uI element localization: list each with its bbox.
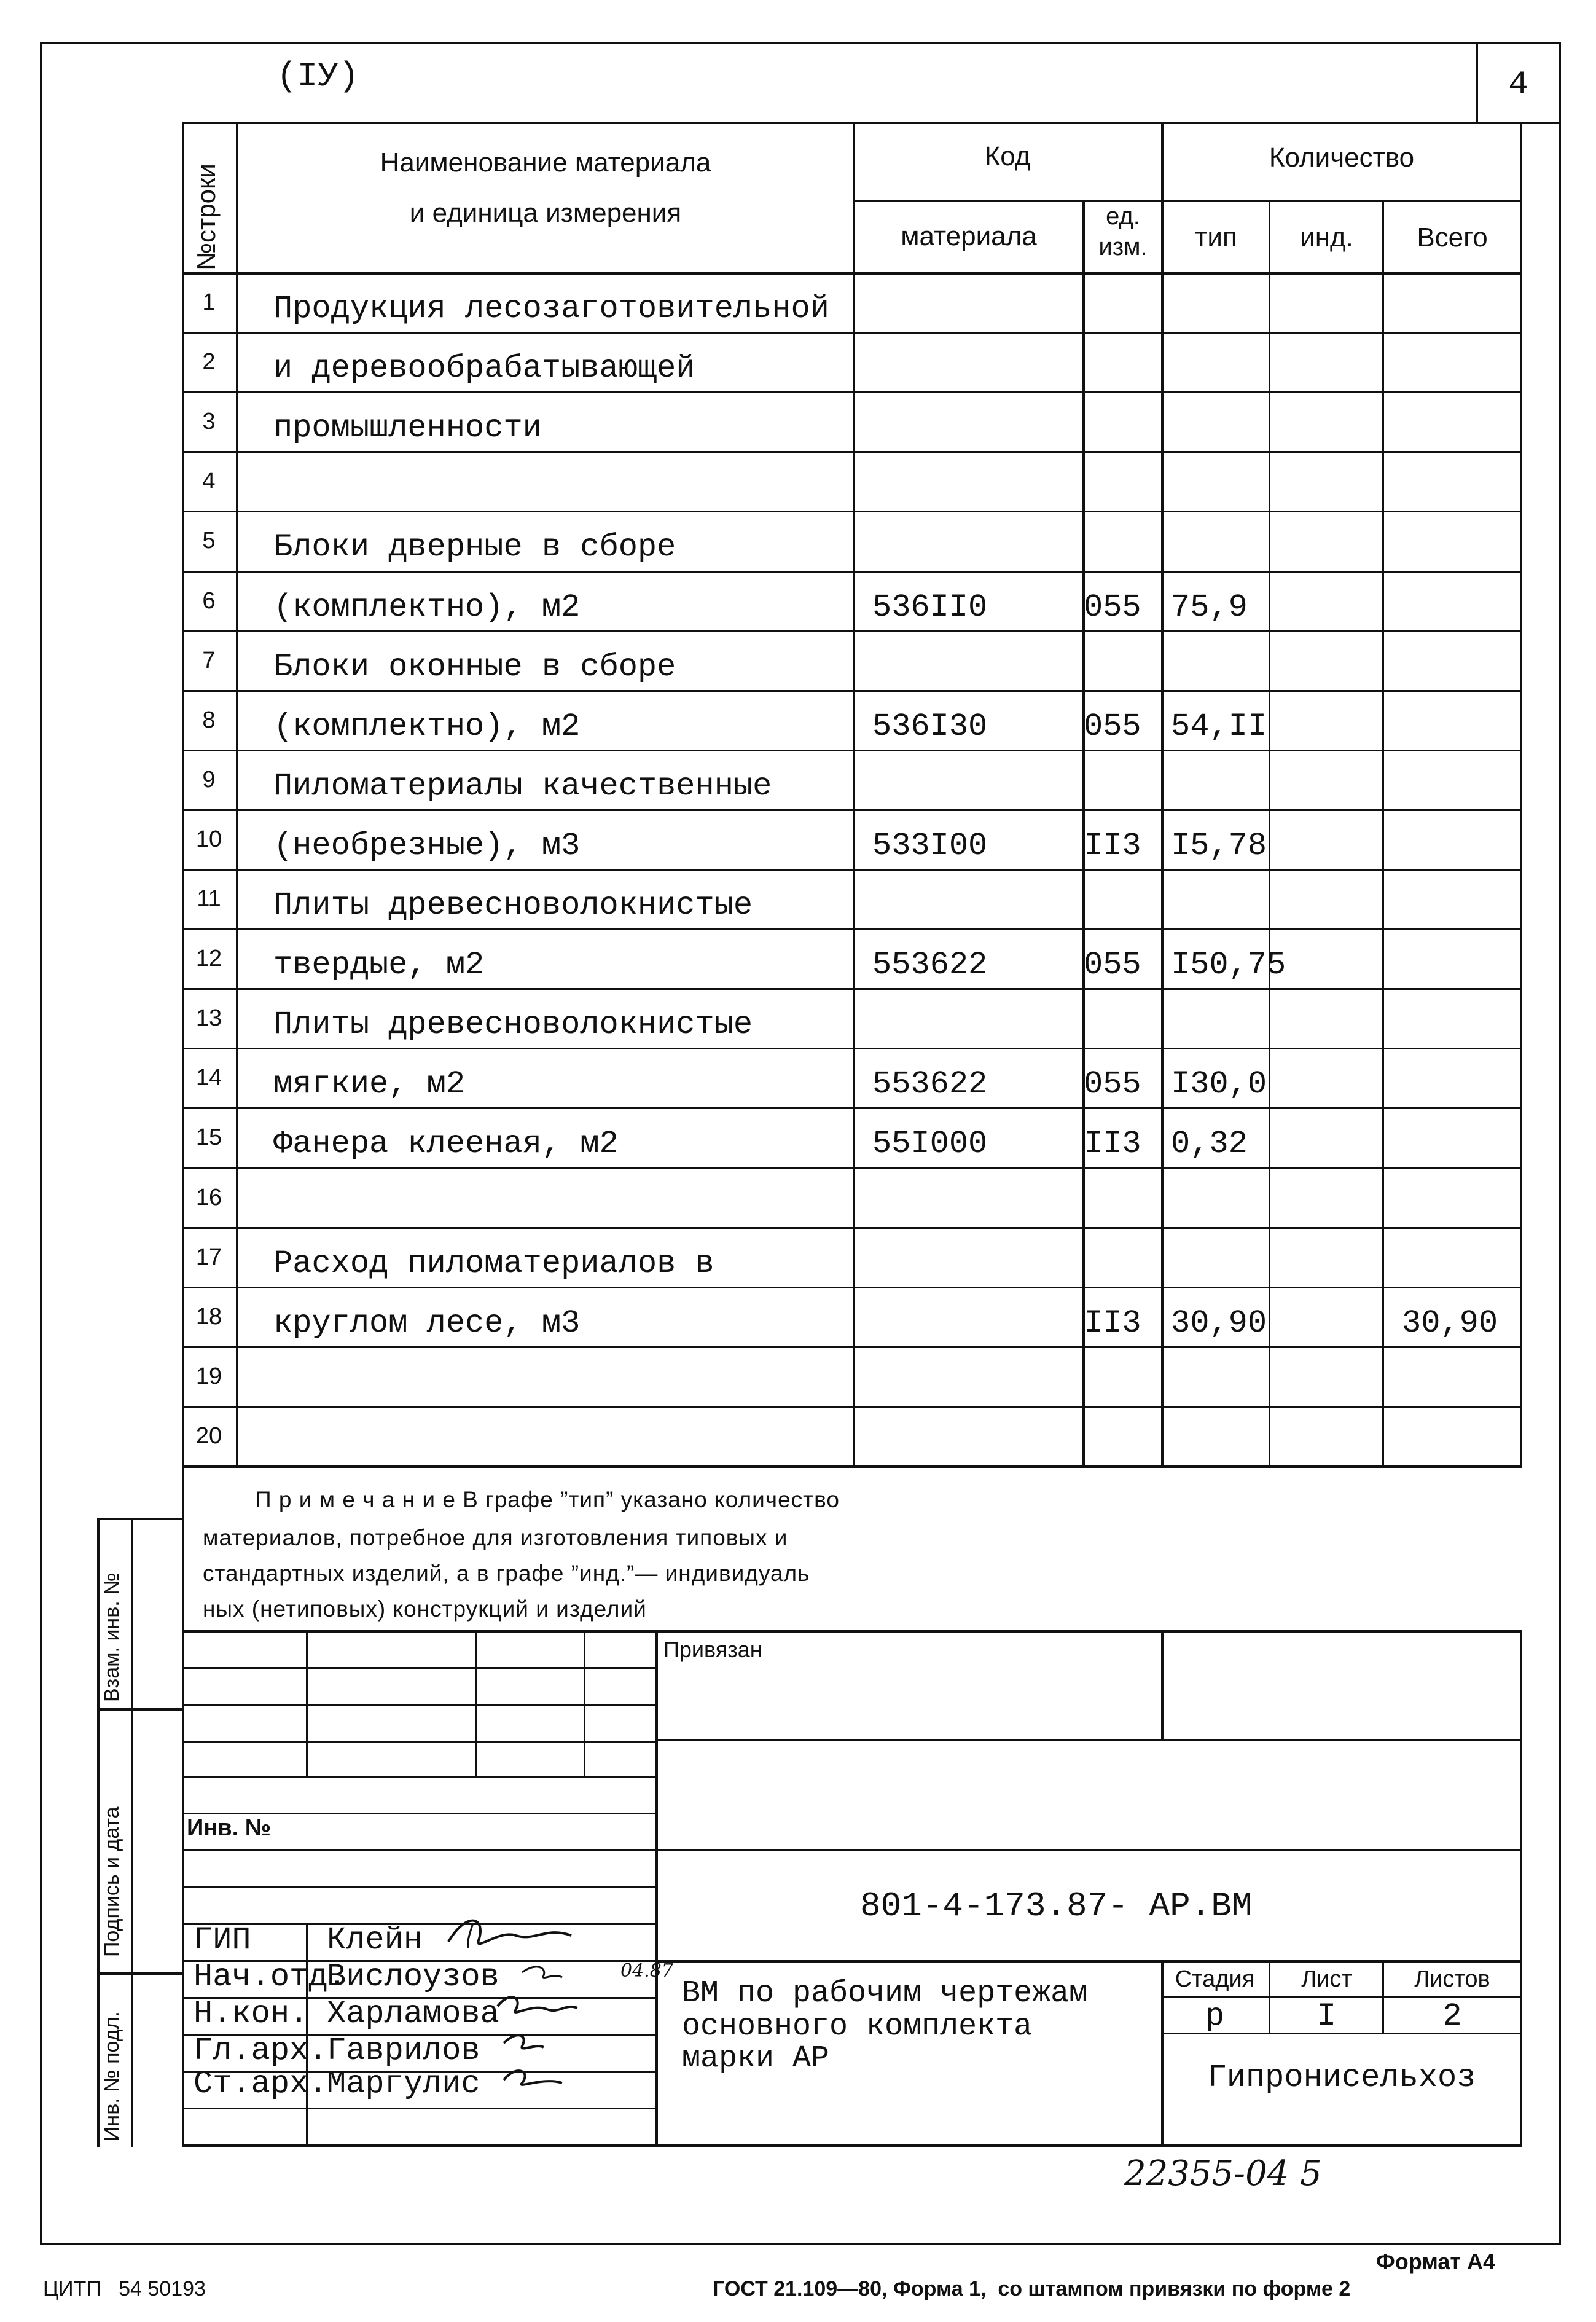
row-divider <box>182 1167 1522 1169</box>
row-number: 2 <box>202 349 216 375</box>
table-top <box>182 122 1522 124</box>
cell-name: Фанера клееная, м2 <box>273 1126 619 1162</box>
cell-name: Пиломатериалы качественные <box>273 768 772 804</box>
cell-name: Блоки дверные в сборе <box>273 529 676 565</box>
cell-name: Блоки оконные в сборе <box>273 649 676 685</box>
cell-name: Расход пиломатериалов в <box>273 1245 714 1282</box>
row-divider <box>182 391 1522 393</box>
row-number: 17 <box>195 1244 222 1270</box>
cell-code: 55I000 <box>872 1126 988 1162</box>
row-number: 7 <box>202 648 216 673</box>
row-divider <box>182 1346 1522 1348</box>
note-line-1: П р и м е ч а н и е В графе ”тип” указано количество <box>255 1487 840 1512</box>
name-starh: Маргулис <box>327 2066 480 2102</box>
sheet-roman-label: (IУ) <box>276 57 359 96</box>
doc-title-3: марки АР <box>682 2041 830 2076</box>
cell-code: 553622 <box>872 947 988 983</box>
name-gip: Клейн <box>327 1922 423 1958</box>
header-code: Код <box>984 141 1031 171</box>
row-number: 5 <box>202 528 216 554</box>
cell-name: и деревообрабатывающей <box>273 350 695 386</box>
row-divider <box>182 1287 1522 1288</box>
cell-name: Плиты древесноволокнистые <box>273 1006 753 1043</box>
name-glarh: Гаврилов <box>327 2033 480 2069</box>
row-divider <box>182 690 1522 692</box>
signatures-icon <box>430 1905 663 2114</box>
note-line-4: ных (нетиповых) конструкций и изделий <box>203 1596 647 1622</box>
table-right <box>1520 122 1522 1466</box>
cell-unit: 055 <box>1084 708 1141 745</box>
cell-unit: II3 <box>1084 1305 1141 1341</box>
cell-name: (необрезные), м3 <box>273 828 581 864</box>
role-nkon: Н.кон. <box>194 1996 309 2032</box>
cell-typ: 75,9 <box>1171 589 1248 626</box>
cell-name: Продукция лесозаготовительной <box>273 291 829 327</box>
frame-right <box>1559 42 1561 2245</box>
cell-typ: 0,32 <box>1171 1126 1248 1162</box>
cell-unit: 055 <box>1084 1066 1141 1102</box>
row-divider <box>182 869 1522 871</box>
frame-top <box>40 42 1561 44</box>
page-number: 4 <box>1508 66 1528 104</box>
row-number: 8 <box>202 707 216 733</box>
cell-name: (комплектно), м2 <box>273 708 581 745</box>
row-number: 14 <box>195 1065 222 1091</box>
cell-code: 533I00 <box>872 828 988 864</box>
row-number: 16 <box>195 1185 222 1210</box>
inv-no-label: Инв. № <box>187 1815 272 1841</box>
cell-unit: 055 <box>1084 589 1141 626</box>
cell-typ: I50,75 <box>1171 947 1286 983</box>
row-divider <box>182 451 1522 453</box>
cell-name: твердые, м2 <box>273 947 485 983</box>
cell-code: 536I30 <box>872 708 988 745</box>
sheet-label: Лист <box>1301 1966 1352 1992</box>
cell-code: 536II0 <box>872 589 988 626</box>
row-divider <box>182 750 1522 751</box>
side-label-vzam: Взам. инв. № <box>100 1572 123 1702</box>
header-ind: инд. <box>1300 222 1353 253</box>
sheets-label: Листов <box>1414 1966 1490 1992</box>
doc-title-2: основного комплекта <box>682 2009 1033 2044</box>
cell-typ: 30,90 <box>1171 1305 1267 1341</box>
row-divider <box>182 1107 1522 1109</box>
doc-code: 801-4-173.87- АР.ВМ <box>860 1886 1253 1926</box>
row-number: 1 <box>202 289 216 315</box>
sheet-value: I <box>1316 1998 1337 2034</box>
frame-bottom <box>40 2243 1561 2245</box>
row-divider <box>182 1465 1522 1468</box>
header-quantity: Количество <box>1269 143 1415 173</box>
cell-typ: I5,78 <box>1171 828 1267 864</box>
row-number: 19 <box>195 1363 222 1389</box>
row-number: 18 <box>195 1304 222 1330</box>
role-glarh: Гл.арх. <box>194 2033 328 2069</box>
row-divider <box>182 809 1522 811</box>
format-label: Формат А4 <box>1376 2249 1496 2274</box>
cell-name: (комплектно), м2 <box>273 589 581 626</box>
cell-typ: I30,0 <box>1171 1066 1267 1102</box>
cell-unit: II3 <box>1084 1126 1141 1162</box>
stage-value: р <box>1205 1998 1225 2034</box>
footer-right: ГОСТ 21.109—80, Форма 1, со штампом привязки по форме 2 <box>713 2277 1351 2300</box>
org-name: Гипронисельхоз <box>1207 2060 1476 2096</box>
sign-date: 04.87 <box>620 1960 673 1982</box>
row-divider <box>182 928 1522 930</box>
name-nach: Вислоузов <box>327 1959 499 1995</box>
row-divider <box>182 1227 1522 1229</box>
frame-left <box>40 42 42 2245</box>
header-bottom <box>182 272 1522 275</box>
note-line-2: материалов, потребное для изготовления типовых и <box>203 1525 788 1550</box>
cell-unit: 055 <box>1084 947 1141 983</box>
name-nkon: Харламова <box>327 1996 499 2032</box>
row-number: 15 <box>195 1124 222 1150</box>
row-divider <box>182 1048 1522 1049</box>
row-divider <box>182 571 1522 573</box>
row-number: 4 <box>202 468 216 494</box>
sheets-value: 2 <box>1442 1998 1462 2034</box>
row-number: 20 <box>195 1423 222 1449</box>
header-total: Всего <box>1417 222 1488 253</box>
row-divider <box>182 630 1522 632</box>
header-row-no: №строки <box>192 163 221 270</box>
role-gip: ГИП <box>194 1922 251 1958</box>
header-unit-2: изм. <box>1098 233 1148 261</box>
footer-left: ЦИТП 54 50193 <box>43 2277 206 2300</box>
privyazan-label: Привязан <box>663 1637 762 1662</box>
cell-name: Плиты древесноволокнистые <box>273 887 753 924</box>
side-label-podpis: Подпись и дата <box>100 1806 123 1957</box>
header-material: материала <box>901 221 1037 251</box>
row-number: 11 <box>197 886 221 912</box>
cell-typ: 54,II <box>1171 708 1267 745</box>
row-number: 13 <box>195 1005 222 1031</box>
note-line-3: стандартных изделий, а в графе ”инд.”— индивидуаль <box>203 1561 810 1586</box>
role-nach: Нач.отд. <box>194 1959 347 1995</box>
row-number: 10 <box>195 826 222 852</box>
row-divider <box>182 332 1522 334</box>
header-typ: тип <box>1195 222 1237 253</box>
header-unit-1: ед. <box>1106 203 1140 230</box>
row-number: 9 <box>202 767 216 793</box>
row-number: 12 <box>195 946 222 971</box>
doc-title-1: ВМ по рабочим чертежам <box>682 1976 1088 2011</box>
row-divider <box>182 511 1522 512</box>
cell-unit: II3 <box>1084 828 1141 864</box>
cell-name: мягкие, м2 <box>273 1066 466 1102</box>
cell-name: промышленности <box>273 410 542 446</box>
cell-code: 553622 <box>872 1066 988 1102</box>
header-name-line2: и единица измерения <box>409 198 682 228</box>
stage-label: Стадия <box>1175 1966 1255 1992</box>
handwritten-number: 22355-04 5 <box>1124 2154 1322 2194</box>
cell-name: круглом лесе, м3 <box>273 1305 581 1341</box>
row-divider <box>182 988 1522 990</box>
header-name: Наименование материала <box>380 147 711 178</box>
side-label-inv-podl: Инв. № подл. <box>100 2011 123 2141</box>
role-starh: Ст.арх. <box>194 2066 328 2102</box>
row-number: 6 <box>202 588 216 614</box>
cell-total: 30,90 <box>1402 1305 1498 1341</box>
row-divider <box>182 1406 1522 1408</box>
row-number: 3 <box>202 409 216 434</box>
